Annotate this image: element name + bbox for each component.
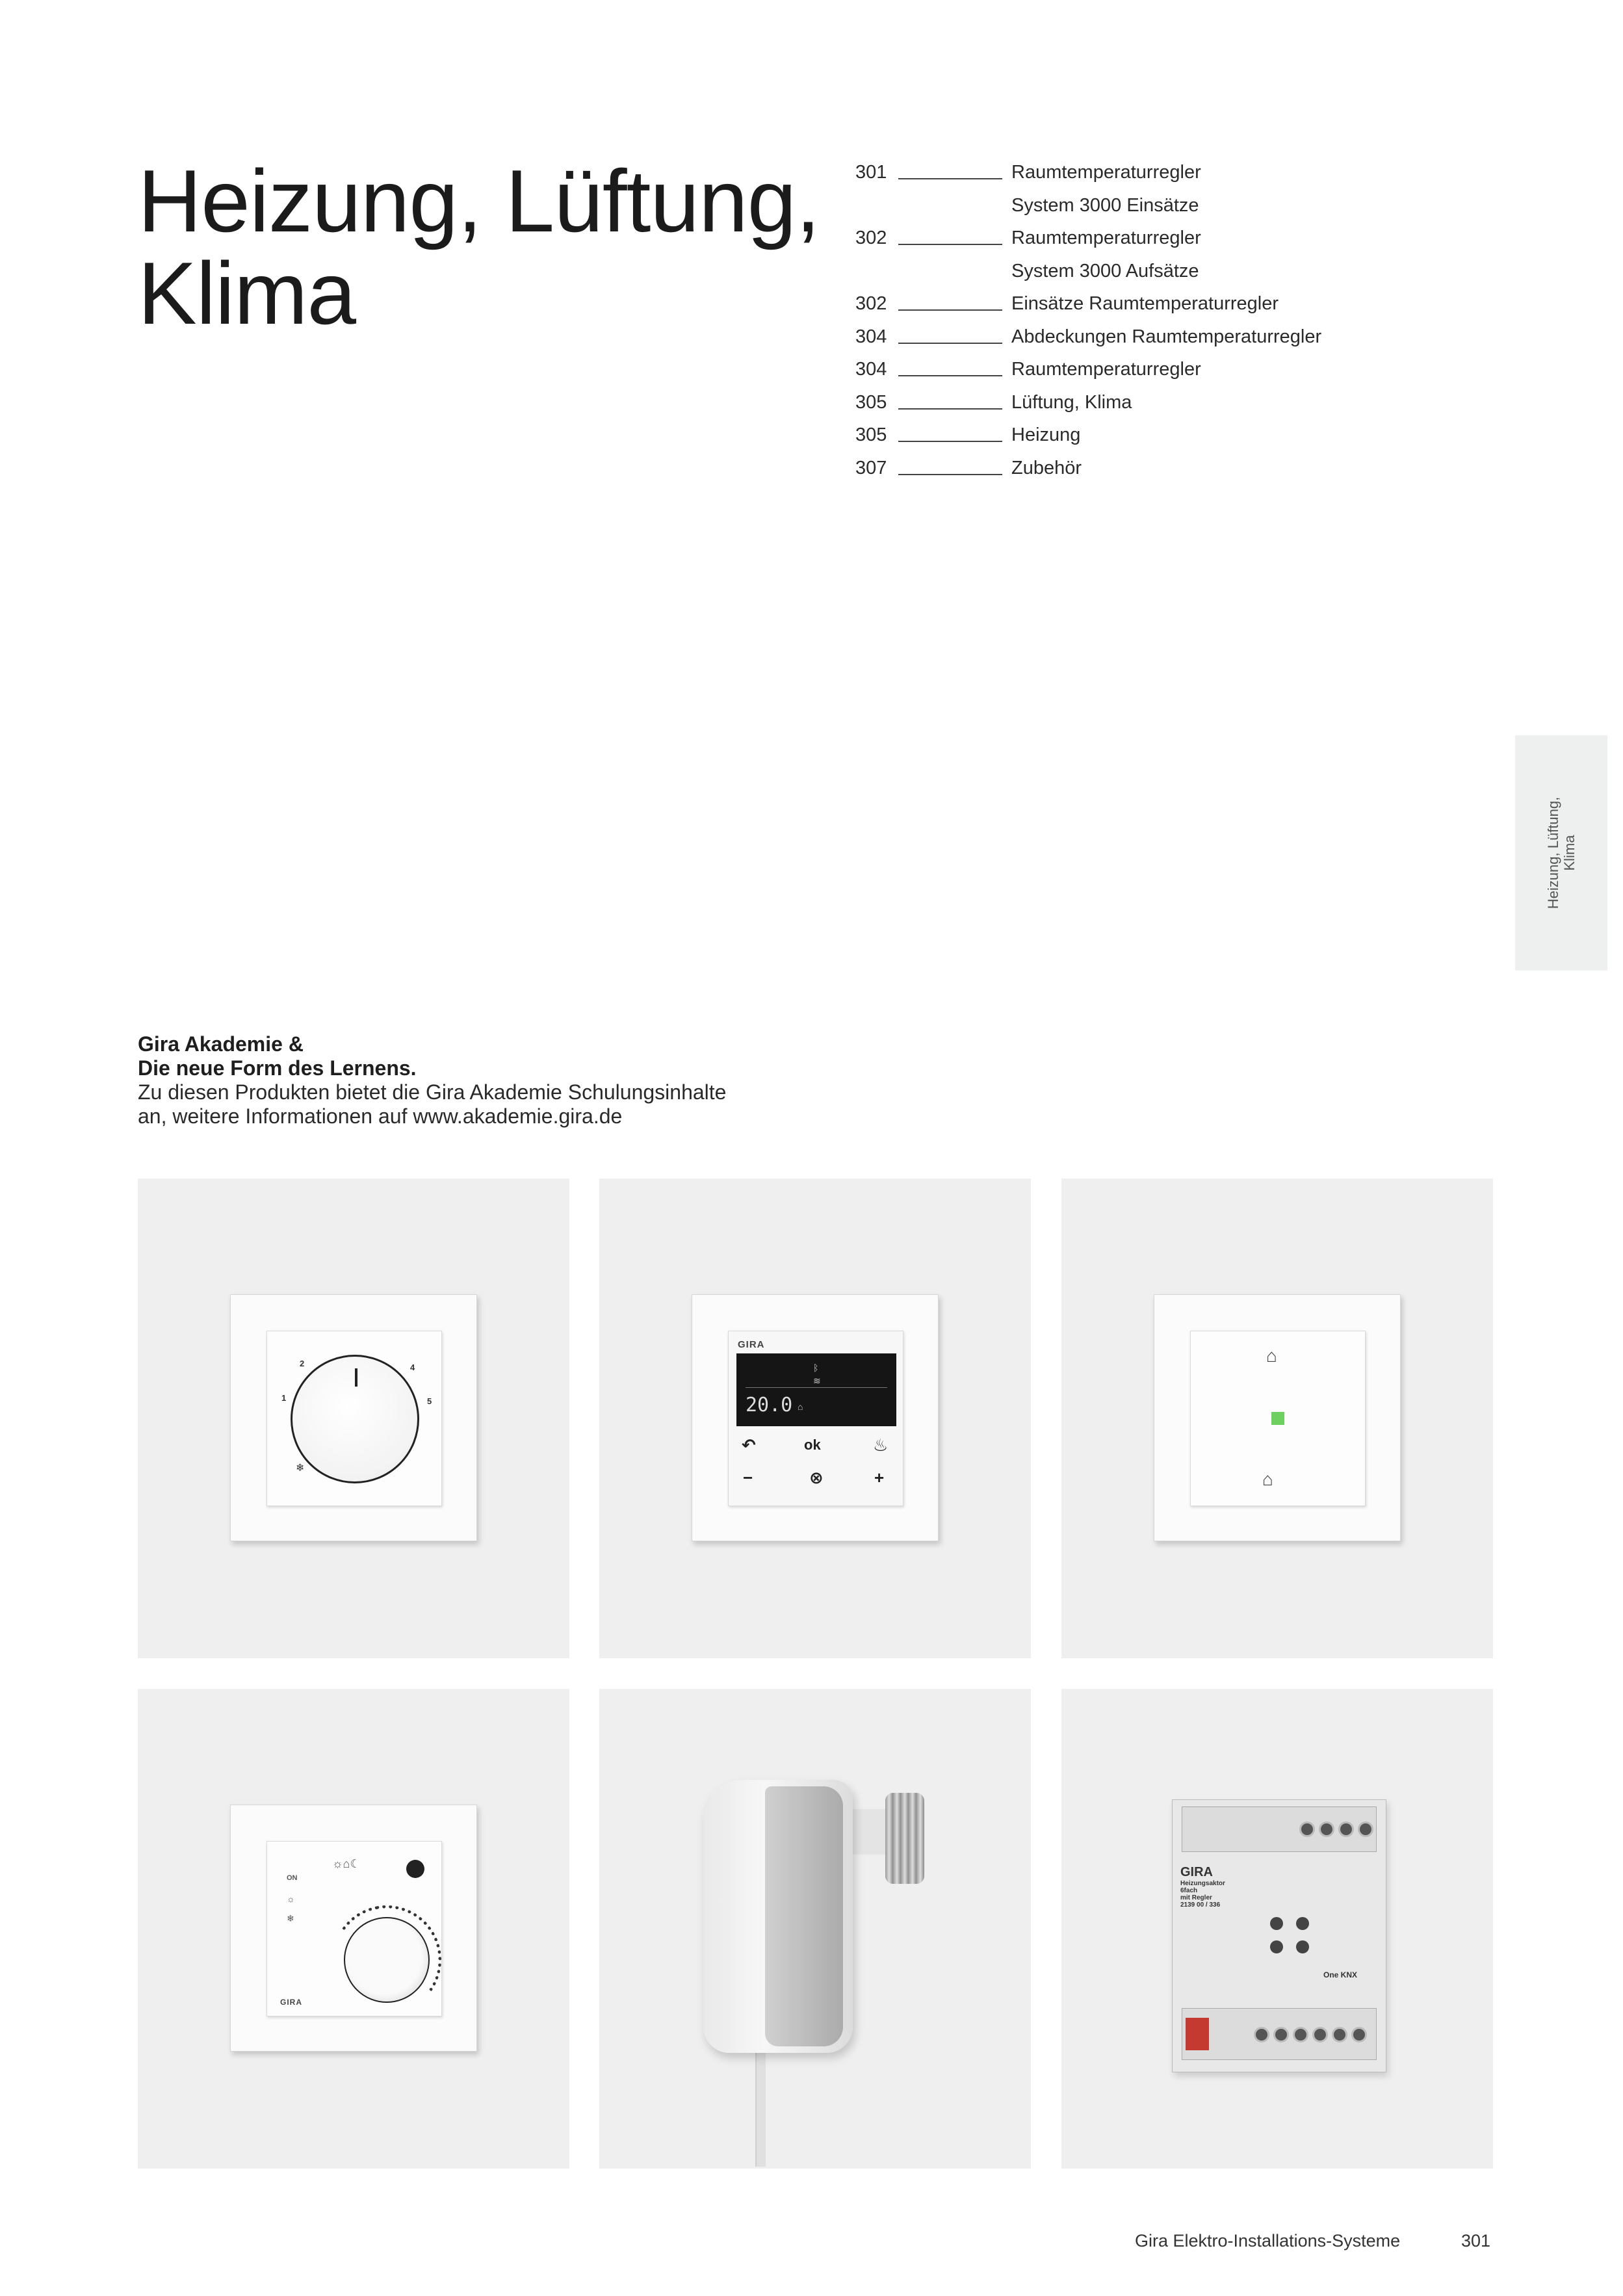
temperature-dial xyxy=(344,1917,430,2003)
toc-page-number: 305 xyxy=(855,424,887,445)
bus-connector xyxy=(1186,2018,1209,2050)
toc-leader-line xyxy=(898,244,1002,245)
bluetooth-icon: ᛒ xyxy=(813,1363,819,1373)
product-tile-din-actuator[interactable] xyxy=(1061,1689,1493,2169)
toc-leader-line xyxy=(898,178,1002,179)
sun-icon: ☼ xyxy=(287,1894,295,1904)
display-divider xyxy=(746,1387,887,1388)
footer-page-number: 301 xyxy=(1461,2231,1491,2250)
akademie-heading-2: Die neue Form des Lernens. xyxy=(138,1056,417,1080)
cover-frame xyxy=(1154,1294,1401,1541)
toc-leader-line xyxy=(898,474,1002,475)
terminal-block-bottom xyxy=(1182,2008,1377,2060)
toc-row[interactable] xyxy=(855,419,1388,452)
toc-label: Heizung xyxy=(1011,424,1081,445)
cover-frame xyxy=(230,1294,477,1541)
cover-frame xyxy=(692,1294,939,1541)
mode-button xyxy=(406,1860,424,1878)
toc-page-number: 302 xyxy=(855,293,887,314)
scale-label: 2 xyxy=(300,1359,305,1368)
heating-icon: ≋ xyxy=(813,1376,821,1386)
ok-button-label: ok xyxy=(804,1437,821,1453)
terminal-screw xyxy=(1254,2027,1269,2042)
snowflake-icon: ❄ xyxy=(287,1913,294,1924)
toc-leader-line xyxy=(898,375,1002,376)
toc-label: Abdeckungen Raumtemperaturregler xyxy=(1011,326,1322,347)
din-rail-device xyxy=(1172,1799,1386,2072)
house-up-icon: ⌂ xyxy=(1266,1346,1277,1366)
akademie-note xyxy=(138,1032,726,1128)
side-tab-line2: Klima xyxy=(1561,835,1578,871)
house-icon: ⌂ xyxy=(798,1402,803,1412)
scale-label: 5 xyxy=(427,1396,432,1406)
device-name-line: 6fach xyxy=(1180,1887,1198,1894)
product-tile-thermostat-switch[interactable] xyxy=(138,1689,569,2169)
toc-label: Zubehör xyxy=(1011,457,1082,478)
temperature-knob xyxy=(291,1355,419,1483)
toc-label: System 3000 Einsätze xyxy=(1011,194,1199,216)
toc-row[interactable] xyxy=(855,320,1388,354)
cover-frame xyxy=(230,1805,477,2052)
product-tile-knx-sensor[interactable] xyxy=(1061,1179,1493,1658)
gira-logo: GIRA xyxy=(280,1998,302,2007)
device-name-line: mit Regler xyxy=(1180,1894,1212,1901)
terminal-screw xyxy=(1312,2027,1328,2042)
toc-page-number: 302 xyxy=(855,228,887,248)
page-title-line2: Klima xyxy=(138,244,356,343)
terminal-screw xyxy=(1299,1821,1315,1837)
thermostat-display xyxy=(736,1353,896,1426)
snowflake-icon: ❄ xyxy=(296,1463,305,1474)
scale-label: 4 xyxy=(410,1363,415,1372)
knob-marker xyxy=(355,1368,357,1387)
terminal-screw xyxy=(1351,2027,1367,2042)
toc-row xyxy=(855,189,1388,222)
product-tile-display-thermostat[interactable] xyxy=(599,1179,1031,1658)
toc-row[interactable] xyxy=(855,156,1388,189)
terminal-screw xyxy=(1293,2027,1308,2042)
on-label: ON xyxy=(287,1874,298,1882)
toc-leader-line xyxy=(898,343,1002,344)
toc-label: System 3000 Aufsätze xyxy=(1011,260,1199,281)
toc-row[interactable] xyxy=(855,353,1388,386)
plus-button-label: + xyxy=(874,1468,885,1487)
toc-leader-line xyxy=(898,309,1002,311)
drive-coupling-nut xyxy=(885,1793,924,1884)
toc-label: Raumtemperaturregler xyxy=(1011,162,1201,183)
product-tile-rotary-thermostat[interactable] xyxy=(138,1179,569,1658)
gira-logo: GIRA xyxy=(738,1339,765,1350)
flame-icon: ♨ xyxy=(873,1435,889,1455)
mode-icons: ☼⌂☾ xyxy=(332,1857,361,1870)
akademie-text-2: an, weitere Informationen auf www.akademie.gira.de xyxy=(138,1104,623,1128)
toc-label: Raumtemperaturregler xyxy=(1011,359,1201,380)
akademie-heading-1: Gira Akademie & xyxy=(138,1032,304,1056)
status-led xyxy=(1271,1412,1284,1425)
terminal-screw xyxy=(1273,2027,1289,2042)
toc-row[interactable] xyxy=(855,452,1388,485)
terminal-screw xyxy=(1358,1821,1373,1837)
gira-logo: GIRA xyxy=(1180,1865,1213,1879)
toc-row xyxy=(855,255,1388,288)
akademie-text-1: Zu diesen Produkten bietet die Gira Akademie Schulungsinhalte xyxy=(138,1080,727,1104)
temperature-readout: 20.0 xyxy=(746,1394,793,1416)
toc-leader-line xyxy=(898,408,1002,410)
drive-cable xyxy=(755,2050,766,2167)
footer-title: Gira Elektro-Installations-Systeme xyxy=(1135,2231,1401,2250)
toc-page-number: 304 xyxy=(855,359,887,380)
toc-row[interactable] xyxy=(855,222,1388,255)
knx-logo: One KNX xyxy=(1323,1970,1358,1979)
table-of-contents xyxy=(855,156,1388,484)
toc-page-number: 305 xyxy=(855,391,887,413)
control-button xyxy=(1270,1940,1283,1953)
control-button xyxy=(1270,1917,1283,1930)
thermostat-insert xyxy=(728,1331,903,1506)
side-tab-label xyxy=(1545,797,1578,909)
toc-page-number: 301 xyxy=(855,162,887,183)
page-title-line1: Heizung, Lüftung, xyxy=(138,151,820,250)
side-tab-line1: Heizung, Lüftung, xyxy=(1545,796,1561,909)
terminal-block-top xyxy=(1182,1807,1377,1852)
toc-label: Raumtemperaturregler xyxy=(1011,228,1201,248)
control-button xyxy=(1296,1940,1309,1953)
scale-label: 1 xyxy=(281,1393,287,1403)
chapter-side-tab[interactable] xyxy=(1515,735,1607,971)
device-article-number: 2139 00 / 336 xyxy=(1180,1901,1221,1909)
toc-label: Lüftung, Klima xyxy=(1011,391,1132,413)
device-name-line: Heizungsaktor xyxy=(1180,1880,1225,1887)
toc-page-number: 307 xyxy=(855,457,887,478)
fan-icon: ⊗ xyxy=(809,1468,824,1487)
toc-row[interactable] xyxy=(855,386,1388,419)
toc-row[interactable] xyxy=(855,287,1388,320)
sensor-insert xyxy=(1190,1331,1366,1506)
terminal-screw xyxy=(1338,1821,1354,1837)
terminal-screw xyxy=(1319,1821,1334,1837)
control-button xyxy=(1296,1917,1309,1930)
toc-leader-line xyxy=(898,441,1002,442)
toc-label: Einsätze Raumtemperaturregler xyxy=(1011,293,1279,314)
house-away-icon: ⌂ xyxy=(1262,1469,1273,1489)
product-tile-actuator-drive[interactable] xyxy=(599,1689,1031,2169)
back-icon: ↶ xyxy=(742,1435,756,1455)
toc-page-number: 304 xyxy=(855,326,887,347)
minus-button-label: − xyxy=(743,1468,753,1487)
drive-housing-side xyxy=(765,1786,843,2046)
thermostat-insert xyxy=(266,1331,442,1506)
device-label xyxy=(1180,1865,1225,1909)
terminal-screw xyxy=(1332,2027,1347,2042)
page-title xyxy=(138,151,820,343)
thermostat-insert xyxy=(266,1841,442,2016)
